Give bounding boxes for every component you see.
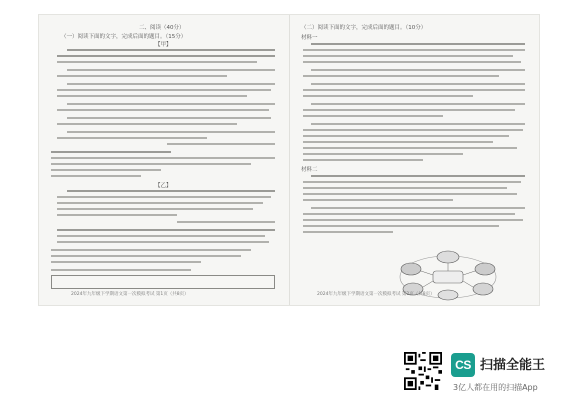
text-line [303, 153, 463, 155]
text-line [303, 135, 509, 137]
text-line [303, 193, 517, 195]
option-line [51, 261, 201, 263]
question-line [51, 269, 191, 271]
diagram-node [401, 263, 421, 275]
answer-box [51, 275, 275, 289]
text-line [303, 225, 499, 227]
text-line [303, 129, 523, 131]
question-intro: （一）阅读下面的文字，完成后面的题目。（15分） [61, 34, 187, 40]
text-line [57, 95, 247, 97]
page-fold [289, 15, 290, 305]
text-line [57, 123, 237, 125]
text-line [67, 103, 275, 105]
option-line [51, 163, 251, 165]
text-line [57, 241, 269, 243]
text-line [57, 235, 265, 237]
right-page [297, 21, 533, 299]
text-line [303, 141, 493, 143]
app-name: 扫描全能王 [480, 358, 546, 373]
option-line [51, 255, 241, 257]
text-line [67, 190, 275, 192]
left-page [47, 21, 283, 299]
text-line [67, 83, 275, 85]
text-line [311, 69, 525, 71]
text-line [311, 123, 525, 125]
page-footer: 2024年九年级下学期语文第一次模拟考试 第2页（共8页） [317, 292, 435, 297]
text-line [303, 61, 521, 63]
text-line [303, 147, 517, 149]
option-line [51, 157, 275, 159]
text-line [67, 69, 275, 71]
text-line [311, 175, 525, 177]
section-title: 二、阅读（40分） [139, 25, 185, 31]
text-line [57, 109, 269, 111]
text-line [303, 95, 473, 97]
section-title: （二）阅读下面的文字，完成后面的题目。（10分） [301, 25, 427, 31]
text-line [57, 75, 227, 77]
text-line [303, 181, 521, 183]
text-line [303, 199, 453, 201]
camscanner-logo: CS [451, 353, 475, 377]
material-1-label: 材料一 [301, 35, 318, 41]
text-line [57, 196, 271, 198]
text-line [303, 49, 525, 51]
text-line [167, 143, 275, 145]
qr-code [404, 352, 442, 390]
material-2-label: 材料二 [301, 167, 318, 173]
text-line [303, 75, 499, 77]
text-line [303, 187, 507, 189]
diagram-node [475, 263, 495, 275]
option-line [51, 169, 161, 171]
diagram-node [473, 283, 493, 295]
question-line [51, 151, 171, 153]
diagram-center-node [433, 271, 463, 283]
text-line [303, 115, 443, 117]
text-line [57, 61, 257, 63]
app-tagline: 3亿人都在用的扫描App [453, 383, 538, 392]
text-line [57, 89, 271, 91]
text-line [311, 43, 525, 45]
text-line [303, 213, 515, 215]
diagram-node [437, 251, 459, 263]
text-line [57, 137, 207, 139]
label-a: 【甲】 [155, 42, 172, 48]
text-line [57, 55, 275, 57]
text-line [67, 131, 275, 133]
text-line [303, 89, 525, 91]
text-line [177, 221, 275, 223]
text-line [57, 202, 263, 204]
text-line [311, 207, 525, 209]
text-line [57, 208, 253, 210]
option-line [51, 175, 141, 177]
diagram-node [438, 290, 458, 300]
text-line [303, 219, 523, 221]
question-line [51, 249, 251, 251]
label-b: 【乙】 [155, 183, 172, 189]
scanned-document [38, 14, 540, 306]
text-line [303, 109, 515, 111]
text-line [303, 55, 513, 57]
text-line [303, 159, 423, 161]
page-footer: 2024年九年级下学期语文第一次模拟考试 第1页（共8页） [71, 292, 189, 297]
text-line [311, 83, 525, 85]
text-line [67, 117, 271, 119]
text-line [67, 49, 275, 51]
text-line [303, 231, 393, 233]
text-line [57, 214, 177, 216]
text-line [57, 229, 275, 231]
text-line [311, 103, 525, 105]
